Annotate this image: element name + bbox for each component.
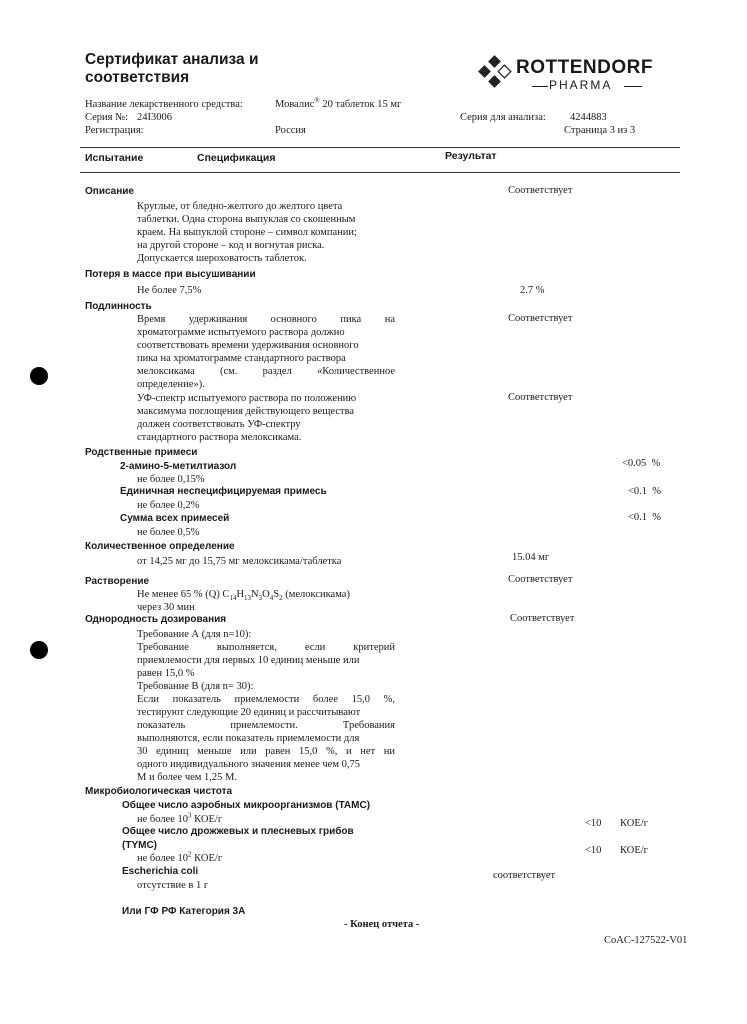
ecoli-limit: отсутствие в 1 г bbox=[137, 880, 209, 891]
description-text: Круглые, от бледно-желтого до желтого цвета таблетки. Одна сторона выпуклая со скошенным краем. На выпуклой стороне – символ компании; на другой стороне – код и вогнутая риска. Допускается шероховатость таблеток. bbox=[137, 201, 357, 264]
section-assay-title: Количественное определение bbox=[85, 541, 235, 552]
diamond-logo-icon bbox=[474, 55, 514, 95]
loss-on-drying-result: 2.7 % bbox=[520, 285, 545, 296]
column-header-test: Испытание bbox=[85, 152, 144, 164]
impurity-name: Единичная неспецифицируемая примесь bbox=[120, 486, 327, 497]
tymc-title: Общее число дрожжевых и плесневых грибов (TYMC) bbox=[122, 826, 354, 851]
tamc-unit: КОЕ/г bbox=[620, 818, 648, 829]
section-dissolution-title: Растворение bbox=[85, 576, 150, 587]
impurity-limit: не более 0,15% bbox=[137, 474, 205, 485]
assay-spec: от 14,25 мг до 15,75 мг мелоксикама/таблетка bbox=[137, 556, 342, 567]
tymc-unit: КОЕ/г bbox=[620, 845, 648, 856]
tymc-limit: не более $10^2$ КОЕ/г bbox=[137, 850, 223, 864]
section-loss-on-drying-title: Потеря в массе при высушивании bbox=[85, 269, 256, 280]
uniformity-req-a-title: Требование А (для n=10): bbox=[137, 629, 252, 640]
tamc-limit: не более $10^3$ КОЕ/г bbox=[137, 811, 223, 825]
assay-result: 15.04 мг bbox=[512, 552, 550, 563]
ecoli-result: соответствует bbox=[493, 870, 556, 881]
section-uniformity-title: Однородность дозирования bbox=[85, 614, 227, 625]
header-rule-top bbox=[80, 147, 680, 148]
analysis-series-value: 4244883 bbox=[570, 112, 607, 123]
section-impurities-title: Родственные примеси bbox=[85, 447, 198, 458]
tymc-result: <10 bbox=[585, 845, 602, 856]
impurity-limit: не более 0,2% bbox=[137, 500, 200, 511]
analysis-series-label: Серия для анализа: bbox=[460, 112, 546, 123]
uniformity-req-b-title: Требование В (для n= 30): bbox=[137, 681, 254, 692]
section-identity-title: Подлинность bbox=[85, 301, 152, 312]
tamc-title: Общее число аэробных микроорганизмов (TAMC) bbox=[122, 800, 371, 811]
pharmacopoeia-category: Или ГФ РФ Категория 3А bbox=[122, 906, 246, 917]
impurity-name: Сумма всех примесей bbox=[120, 513, 230, 524]
series-label: Серия №: bbox=[85, 112, 129, 123]
drug-name-value: Мовалис® 20 таблеток 15 мг bbox=[275, 96, 402, 110]
impurity-name: 2-амино-5-метилтиазол bbox=[120, 461, 237, 472]
dissolution-spec: Не менее 65 % (Q) $C_{14}H_{13}N_3O_4S_2$ (мелоксикама) bbox=[137, 589, 350, 603]
uniformity-req-a-text: Требование выполняется, если критерий приемлемости для первых 10 единиц меньше или равен 15,0 % bbox=[137, 642, 395, 679]
identity-uv-result: Соответствует bbox=[508, 392, 573, 403]
ecoli-title: Escherichia coli bbox=[122, 866, 199, 877]
document-code: CoAC-127522-V01 bbox=[604, 935, 688, 946]
punch-hole-bottom bbox=[30, 641, 48, 659]
end-of-report: - Конец отчета - bbox=[344, 919, 420, 930]
column-header-spec: Спецификация bbox=[197, 152, 276, 164]
registration-label: Регистрация: bbox=[85, 125, 144, 136]
punch-hole-top bbox=[30, 367, 48, 385]
logo-subtitle: PHARMA bbox=[549, 78, 613, 92]
uniformity-req-b-text: Если показатель приемлемости более 15,0 %, тестируют следующие 20 единиц и рассчитывают показатель приемлемости. Требования выполняются, если показатель приемлемости для 30 единиц меньше или равен 15,0 %, и нет ни одного индивидуального значения менее чем 0,75 М и более чем 1,25 М. bbox=[137, 694, 395, 783]
page-number: Страница 3 из 3 bbox=[564, 125, 636, 136]
series-value: 24I3006 bbox=[137, 112, 172, 123]
impurity-result: <0.1 % bbox=[628, 486, 662, 497]
dissolution-result: Соответствует bbox=[508, 574, 573, 585]
drug-name-label: Название лекарственного средства: bbox=[85, 99, 243, 110]
section-description-title: Описание bbox=[85, 186, 134, 197]
impurity-result: <0.05 % bbox=[622, 458, 661, 469]
tamc-result: <10 bbox=[585, 818, 602, 829]
logo-wordmark: ROTTENDORF bbox=[516, 57, 653, 78]
identity-hplc-text: Время удерживания основного пика на хроматограмме испытуемого раствора должно соответствовать времени удерживания основного пика на хроматограмме стандартного раствора мелоксикама (см. раздел «Количественное определение»). bbox=[137, 314, 395, 390]
page-title: Сертификат анализа и соответствия bbox=[85, 51, 259, 86]
identity-uv-text: УФ-спектр испытуемого раствора по положению максимума поглощения действующего вещества должен соответствовать УФ-спектру стандартного раствора мелоксикама. bbox=[137, 393, 357, 443]
impurity-limit: не более 0,5% bbox=[137, 527, 200, 538]
registration-value: Россия bbox=[275, 125, 306, 136]
dissolution-spec-line2: через 30 мин bbox=[137, 602, 195, 613]
impurity-result: <0.1 % bbox=[628, 512, 662, 523]
identity-hplc-result: Соответствует bbox=[508, 313, 573, 324]
uniformity-result: Соответствует bbox=[510, 613, 575, 624]
section-micro-title: Микробиологическая чистота bbox=[85, 786, 233, 797]
rottendorf-logo bbox=[474, 55, 654, 95]
header-rule-bottom bbox=[80, 172, 680, 173]
column-header-result: Результат bbox=[445, 150, 497, 162]
loss-on-drying-spec: Не более 7,5% bbox=[137, 285, 202, 296]
description-result: Соответствует bbox=[508, 185, 573, 196]
